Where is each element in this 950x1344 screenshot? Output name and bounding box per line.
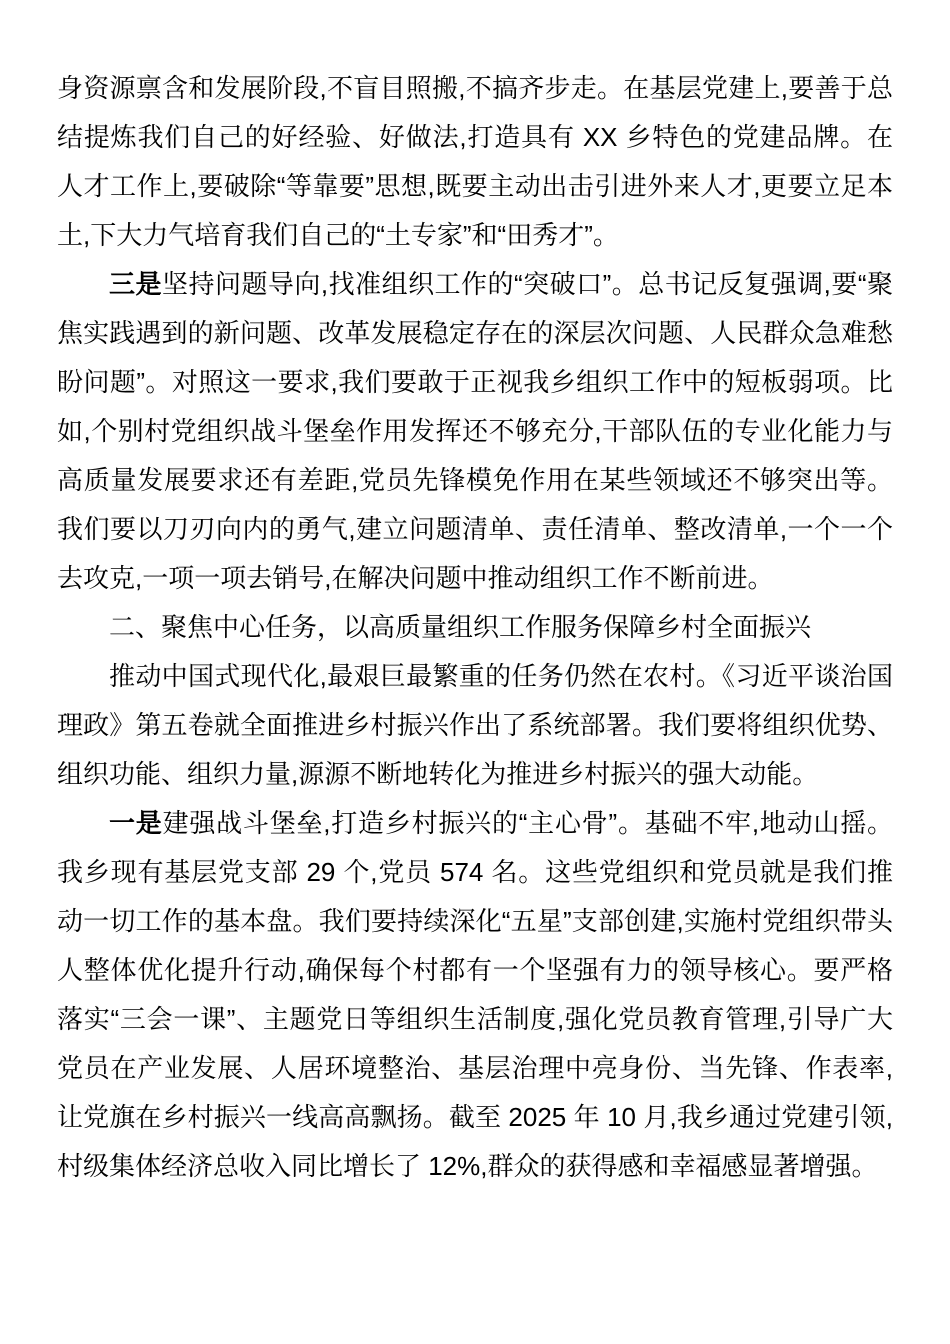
section-heading-text: 二、聚焦中心任务，以高质量组织工作服务保障乡村全面振兴 xyxy=(109,612,812,642)
paragraph-lead-bold: 一是 xyxy=(109,808,163,838)
paragraph-text: 推动中国式现代化,最艰巨最繁重的任务仍然在农村。《习近平谈治国理政》第五卷就全面推进乡村振兴作出了系统部署。我们要将组织优势、组织功能、组织力量,源源不断地转化为推进乡村振兴的强大动能。 xyxy=(57,661,893,789)
paragraph-point-three xyxy=(57,260,893,603)
paragraph-text: 建强战斗堡垒,打造乡村振兴的“主心骨”。基础不牢,地动山摇。我乡现有基层党支部 29 个,党员 574 名。这些党组织和党员就是我们推动一切工作的基本盘。我们要持续深化“五星”支部创建,实施村党组织带头人整体优化提升行动,确保每个村都有一个坚强有力的领导核心。要严格落实“三会一课”、主题党日等组织生活制度,强化党员教育管理,引导广大党员在产业发展、人居环境整治、基层治理中亮身份、当先锋、作表率,让党旗在乡村振兴一线高高飘扬。截至 2025 年 10 月,我乡通过党建引领,村级集体经济总收入同比增长了 12%,群众的获得感和幸福感显著增强。 xyxy=(57,808,893,1181)
paragraph-text: 坚持问题导向,找准组织工作的“突破口”。总书记反复强调,要“聚焦实践遇到的新问题、改革发展稳定存在的深层次问题、人民群众急难愁盼问题”。对照这一要求,我们要敢于正视我乡组织工作中的短板弱项。比如,个别村党组织战斗堡垒作用发挥还不够充分,干部队伍的专业化能力与高质量发展要求还有差距,党员先锋模免作用在某些领域还不够突出等。我们要以刀刃向内的勇气,建立问题清单、责任清单、整改清单,一个一个去攻克,一项一项去销号,在解决问题中推动组织工作不断前进。 xyxy=(57,269,893,593)
paragraph-text: 身资源禀含和发展阶段,不盲目照搬,不搞齐步走。在基层党建上,要善于总结提炼我们自己的好经验、好做法,打造具有 XX 乡特色的党建品牌。在人才工作上,要破除“等靠要”思想,既要主动出击引进外来人才,更要立足本土,下大力气培育我们自己的“土专家”和“田秀才”。 xyxy=(57,73,893,250)
paragraph-continuation xyxy=(57,64,893,260)
paragraph-intro xyxy=(57,652,893,799)
section-heading xyxy=(57,603,893,652)
paragraph-point-one xyxy=(57,799,893,1191)
paragraph-lead-bold: 三是 xyxy=(109,269,162,299)
